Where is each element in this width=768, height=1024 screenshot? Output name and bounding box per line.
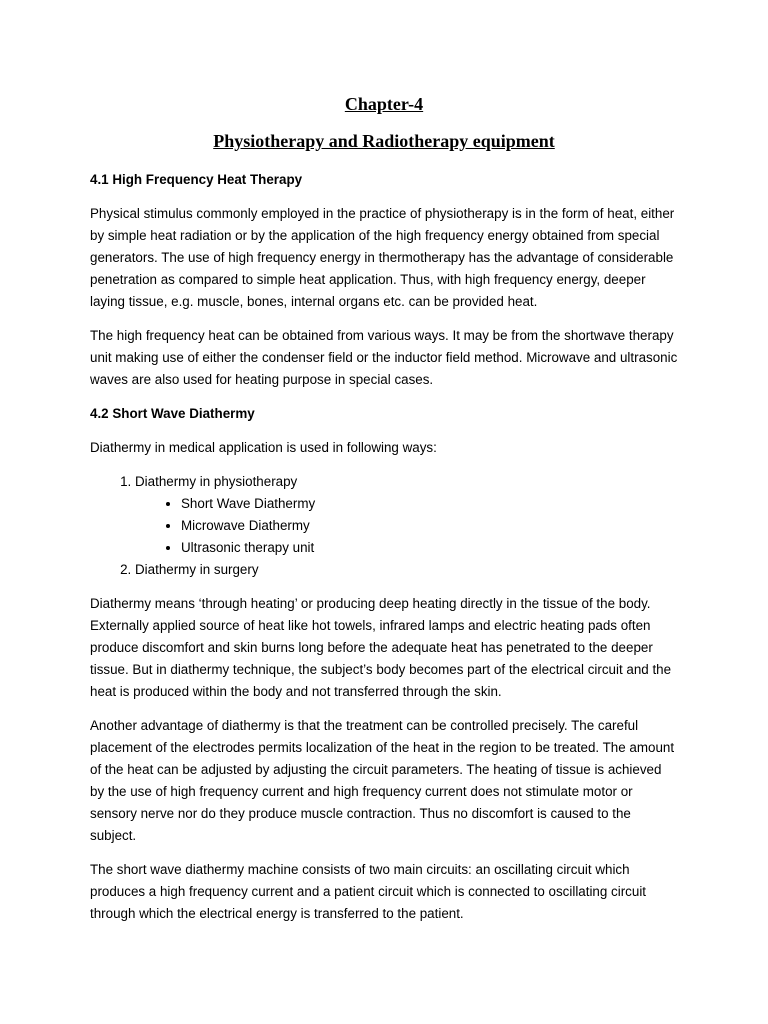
section-heading-4-2: 4.2 Short Wave Diathermy xyxy=(90,406,255,421)
numbered-list xyxy=(90,471,678,581)
list-item xyxy=(135,559,678,581)
section-heading-4-1: 4.1 High Frequency Heat Therapy xyxy=(90,172,303,187)
paragraph: Another advantage of diathermy is that the treatment can be controlled precisely. The careful placement of the electrodes permits localization of the heat in the region to be treated. The amount of the heat can be adjusted by adjusting the circuit parameters. The heating of tissue is achieved by the use of high frequency current and high frequency current does not stimulate motor or sensory nerve nor do they produce muscle contraction. Thus no discomfort is caused to the subject. xyxy=(90,718,675,843)
paragraph: The high frequency heat can be obtained from various ways. It may be from the shortwave therapy unit making use of either the condenser field or the inductor field method. Microwave and ultrasonic waves are also used for heating purpose in special cases. xyxy=(90,328,678,387)
list-intro: Diathermy in medical application is used in following ways: xyxy=(90,440,437,455)
paragraph: Diathermy means ‘through heating’ or producing deep heating directly in the tissue of the body. Externally applied source of heat like hot towels, infrared lamps and electric heating pads often produce discomfort and skin burns long before the adequate heat has penetrated to the deeper tissue. But in diathermy technique, the subject’s body becomes part of the electrical circuit and the heat is produced within the body and not transferred through the skin. xyxy=(90,596,672,699)
list-item xyxy=(135,471,678,559)
paragraph: Physical stimulus commonly employed in the practice of physiotherapy is in the form of heat, either by simple heat radiation or by the application of the high frequency energy obtained from special generators. The use of high frequency energy in thermotherapy has the advantage of considerable penetration as compared to simple heat application. Thus, with high frequency energy, deeper laying tissue, e.g. muscle, bones, internal organs etc. can be provided heat. xyxy=(90,206,675,309)
bullet-item: • Ultrasonic therapy unit xyxy=(181,537,678,559)
bullet-list xyxy=(135,493,678,559)
chapter-title: Physiotherapy and Radiotherapy equipment xyxy=(213,131,555,151)
paragraph: The short wave diathermy machine consists of two main circuits: an oscillating circuit which produces a high frequency current and a patient circuit which is connected to oscillating circuit through which the electrical energy is transferred to the patient. xyxy=(90,862,647,921)
bullet-item: • Short Wave Diathermy xyxy=(181,493,678,515)
list-item-label: Diathermy in surgery xyxy=(135,562,259,577)
bullet-item: • Microwave Diathermy xyxy=(181,515,678,537)
list-item-label: Diathermy in physiotherapy xyxy=(135,474,298,489)
document-body xyxy=(90,169,678,937)
chapter-label: Chapter-4 xyxy=(344,94,424,114)
